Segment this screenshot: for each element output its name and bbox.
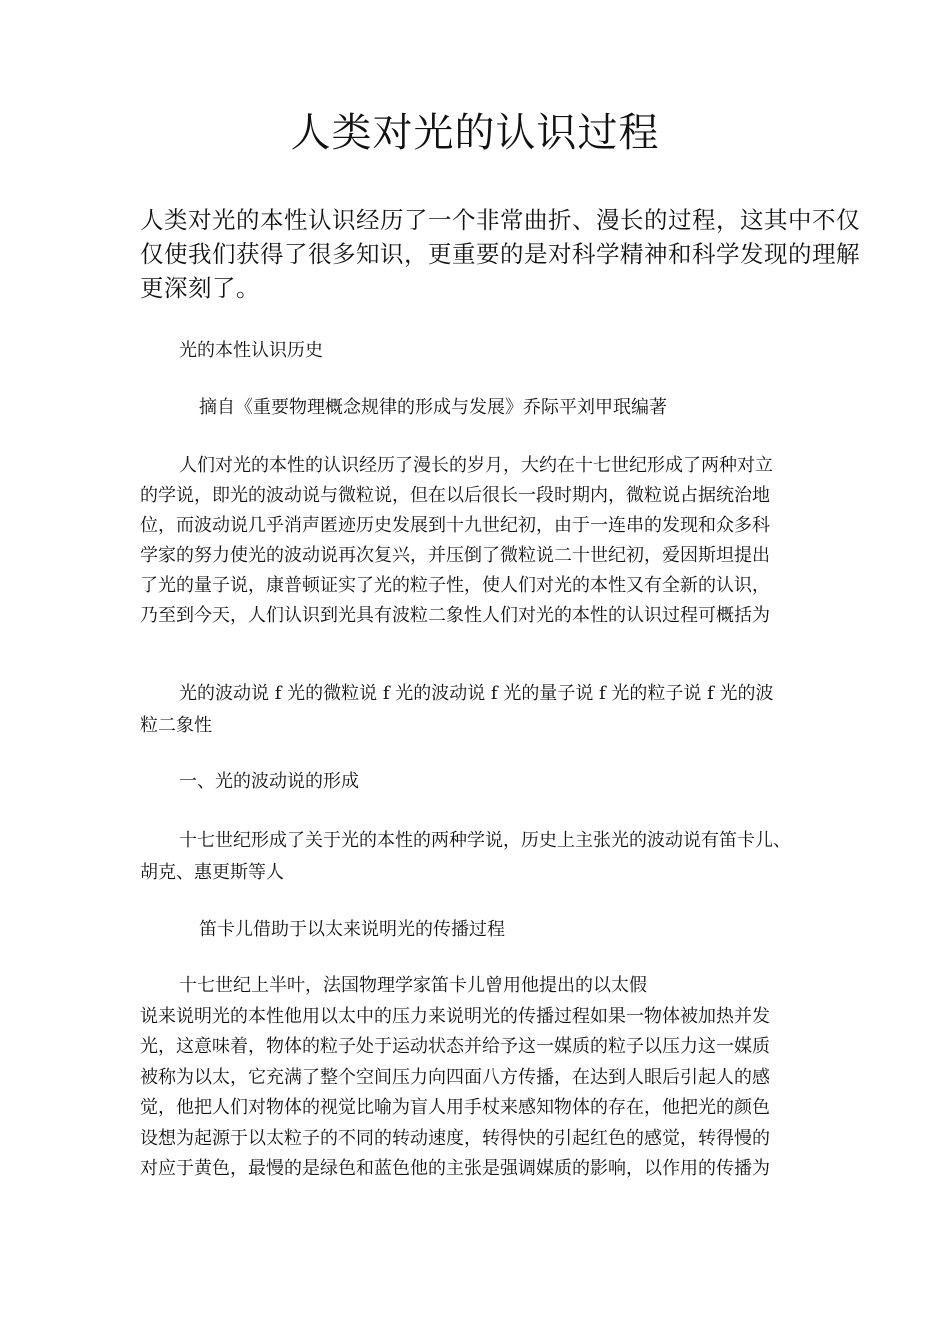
- descartes-line: 觉，他把人们对物体的视觉比喻为盲人用手杖来感知物体的存在，他把光的颜色: [140, 1097, 770, 1118]
- history-heading: 光的本性认识历史: [179, 340, 323, 361]
- section-paragraph: [140, 825, 791, 889]
- paragraph-line: 位，而波动说几乎消声匿迹历史发展到十九世纪初，由于一连串的发现和众多科: [140, 515, 770, 536]
- history-paragraph: [140, 451, 773, 631]
- paragraph-line: 人们对光的本性的认识经历了漫长的岁月，大约在十七世纪形成了两种对立: [179, 455, 773, 476]
- section-heading-wave-theory: 一、光的波动说的形成: [179, 771, 359, 792]
- section-line: 十七世纪形成了关于光的本性的两种学说，历史上主张光的波动说有笛卡儿、: [179, 830, 791, 851]
- citation-line: 摘自《重要物理概念规律的形成与发展》乔际平刘甲珉编著: [199, 397, 667, 418]
- intro-line: 人类对光的本性认识经历了一个非常曲折、漫长的过程，这其中不仅: [140, 206, 860, 234]
- intro-paragraph: [140, 203, 860, 305]
- section-line: 胡克、惠更斯等人: [140, 862, 284, 883]
- sequence-line: 光的波动说 f 光的微粒说 f 光的波动说 f 光的量子说 f 光的粒子说 f 光的波: [179, 683, 774, 704]
- descartes-line: 十七世纪上半叶，法国物理学家笛卡儿曾用他提出的以太假: [179, 975, 647, 996]
- intro-line: 仅使我们获得了很多知识，更重要的是对科学精神和科学发现的理解: [140, 240, 860, 268]
- paragraph-line: 了光的量子说，康普顿证实了光的粒子性，使人们对光的本性又有全新的认识，: [140, 575, 770, 596]
- descartes-subheading: 笛卡儿借助于以太来说明光的传播过程: [199, 919, 505, 940]
- paragraph-line: 学家的努力使光的波动说再次复兴，并压倒了微粒说二十世纪初，爱因斯坦提出: [140, 545, 770, 566]
- document-title: 人类对光的认识过程: [290, 110, 660, 156]
- intro-line: 更深刻了。: [140, 274, 260, 302]
- paragraph-line: 乃至到今天，人们认识到光具有波粒二象性人们对光的本性的认识过程可概括为: [140, 605, 770, 626]
- descartes-paragraph: [140, 971, 770, 1185]
- descartes-line: 设想为起源于以太粒子的不同的转动速度，转得快的引起红色的感觉，转得慢的: [140, 1127, 770, 1149]
- descartes-line: 被称为以太，它充满了整个空间压力向四面八方传播，在达到人眼后引起人的感: [140, 1066, 770, 1088]
- descartes-line: 对应于黄色，最慢的是绿色和蓝色他的主张是强调媒质的影响，以作用的传播为: [140, 1158, 770, 1179]
- paragraph-line: 的学说，即光的波动说与微粒说，但在以后很长一段时期内，微粒说占据统治地: [140, 485, 770, 506]
- descartes-line: 光，这意味着，物体的粒子处于运动状态并给予这一媒质的粒子以压力这一媒质: [140, 1036, 770, 1057]
- sequence-paragraph: [140, 678, 774, 742]
- sequence-line: 粒二象性: [140, 715, 212, 736]
- descartes-line: 说来说明光的本性他用以太中的压力来说明光的传播过程如果一物体被加热并发: [140, 1005, 770, 1027]
